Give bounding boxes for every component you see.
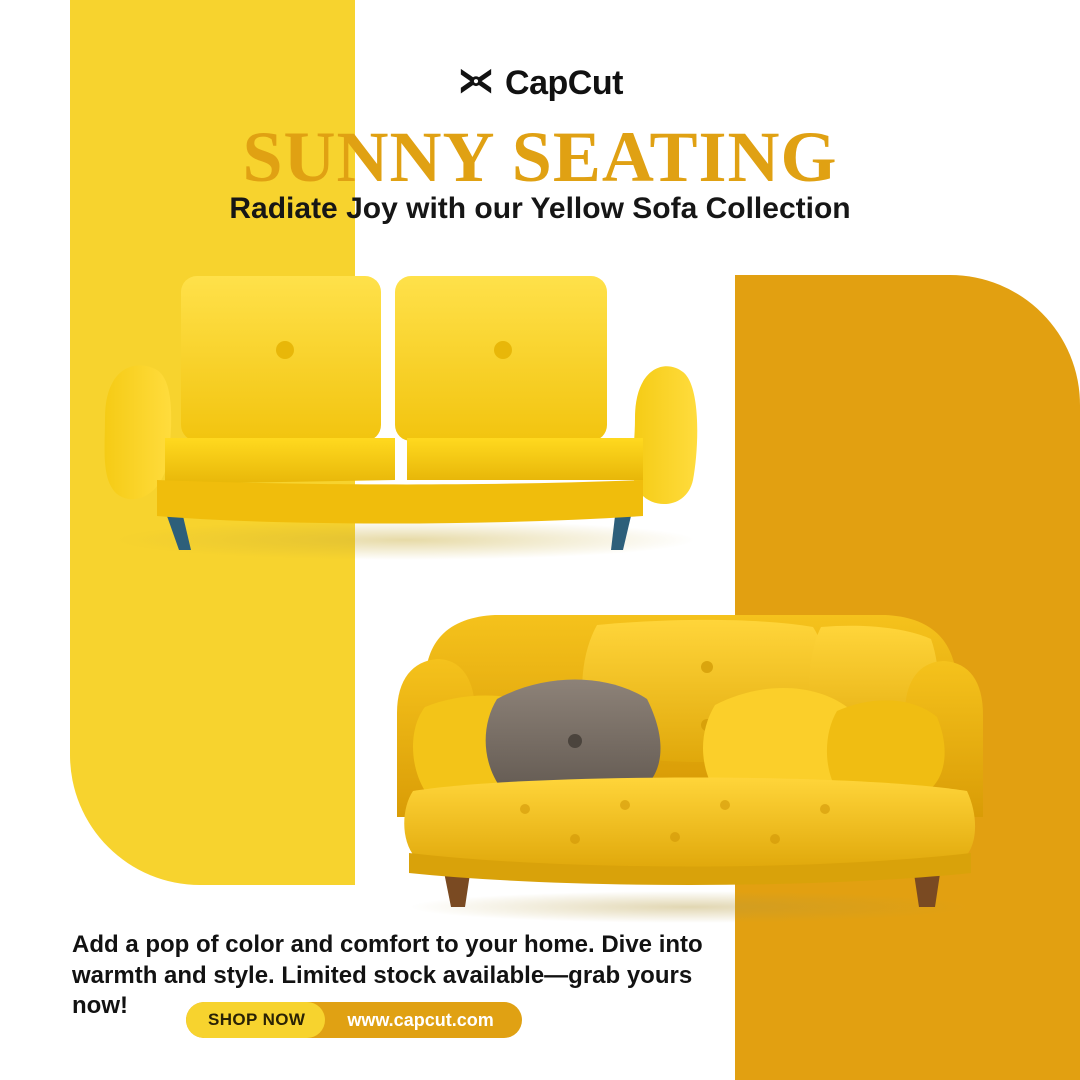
website-url[interactable]: www.capcut.com bbox=[347, 1009, 494, 1030]
sofa-top-image bbox=[95, 258, 710, 563]
capcut-logo-icon bbox=[457, 66, 495, 102]
page-subtitle: Radiate Joy with our Yellow Sofa Collection bbox=[229, 192, 851, 225]
shop-now-button[interactable]: SHOP NOW bbox=[186, 1002, 325, 1038]
sofa-bottom-image bbox=[385, 595, 995, 925]
page-title: SUNNY SEATING bbox=[242, 117, 838, 197]
brand-lockup bbox=[0, 64, 1080, 103]
brand-name: CapCut bbox=[505, 64, 623, 102]
body-copy: Add a pop of color and comfort to your home. Dive into warmth and style. Limited stock available—grab yours now! bbox=[72, 931, 703, 1020]
cta-banner[interactable] bbox=[186, 1002, 522, 1038]
